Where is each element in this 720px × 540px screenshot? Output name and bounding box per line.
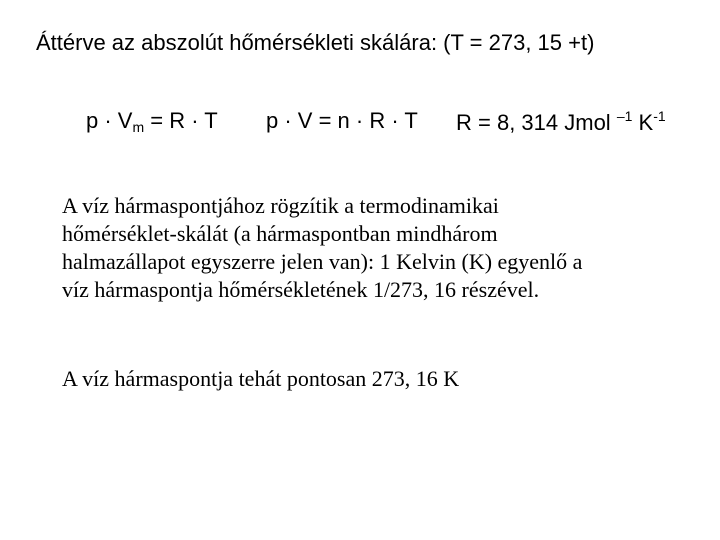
slide-heading: Áttérve az abszolút hőmérsékleti skálára: (T = 273, 15 +t) — [36, 30, 595, 55]
formula-molar-gas-law — [86, 108, 218, 135]
formula-ideal-gas-law: p · V = n · R · T — [266, 108, 418, 133]
triple-point-conclusion: A víz hármaspontja tehát pontosan 273, 16 K — [62, 366, 460, 391]
paragraph-line: halmazállapot egyszerre jelen van): 1 Kelvin (K) egyenlő a — [62, 249, 583, 274]
paragraph-line: hőmérséklet-skálát (a hármaspontban mindhárom — [62, 221, 498, 246]
formula-1-subscript: m — [132, 119, 145, 135]
paragraph-line: víz hármaspontja hőmérsékletének 1/273, 16 részével. — [62, 277, 540, 302]
formula-1-after: = R · T — [144, 108, 218, 133]
paragraph-line: A víz hármaspontjához rögzítik a termodinamikai — [62, 193, 499, 218]
formula-3-mid: K — [632, 110, 654, 135]
formula-1-before: p · V — [86, 108, 133, 133]
formula-3-superscript-1: –1 — [616, 108, 633, 124]
formula-3-main: R = 8, 314 Jmol — [456, 110, 617, 135]
triple-point-paragraph — [62, 192, 662, 304]
formula-3-superscript-2: -1 — [653, 108, 666, 124]
formula-gas-constant — [456, 108, 666, 136]
